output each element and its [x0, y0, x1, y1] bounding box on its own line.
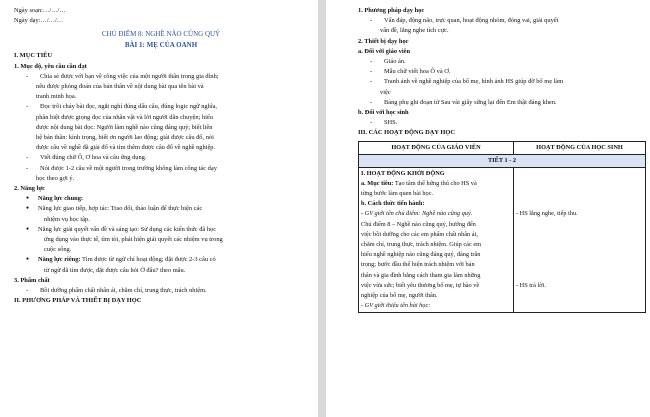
list-item: [358, 57, 644, 67]
list-item: [14, 153, 308, 163]
list-item-continuation: phân biệt được giọng đọc của nhân vật và lời người dẫn chuyện; hiểu: [36, 113, 213, 121]
list-item-continuation: được câu về nghề đã giải đố và tìm thêm được câu đố về nghề nghiệp.: [36, 144, 216, 152]
list-item-text: Nói được 1-2 câu về một người trong trường không làm công tác dạy: [40, 164, 217, 172]
student-step: - HS lắng nghe, tiếp thu.: [516, 210, 578, 218]
list-item: [358, 98, 644, 108]
list-item: [14, 164, 308, 174]
student-step: - HS trả lời.: [516, 281, 546, 289]
objective-list: [14, 72, 308, 184]
activity-title: I. HOẠT ĐỘNG KHỞI ĐỘNG: [361, 169, 445, 177]
teacher-explanation-line: Chủ điểm 8 – Nghề nào cũng quý, hướng đến: [361, 220, 476, 228]
objective-line: a. Mục tiêu: Tạo tâm thế hứng thú cho HS và: [361, 179, 477, 187]
dash-icon: -: [370, 119, 373, 127]
list-item-continuation: nhiệm vụ học tập.: [44, 215, 90, 223]
list-item-continuation: nêu được phỏng đoán của bản thân về nội dung bài qua tên bài và: [36, 83, 204, 91]
list-item: - Bồi dưỡng phẩm chất nhân ái, chăm chỉ, trung thực, trách nhiệm.: [14, 286, 308, 296]
list-item: ● Năng lực riêng: Tìm được từ ngữ chỉ hoạt động; đặt được 2-3 câu có: [14, 255, 308, 265]
list-item: - SHS.: [358, 118, 644, 128]
teacher-explanation-line: chăm chỉ, trung thực, trách nhiệm. Giúp các em: [361, 241, 482, 249]
teacher-explanation-line: việc vừa sức; biết yêu thương bố mẹ, tự hào về: [361, 281, 480, 289]
list-item: [14, 225, 308, 235]
bullet-icon: ●: [26, 206, 30, 212]
dash-icon: -: [26, 164, 29, 172]
list-item-text: Năng lực giải quyết vấn đề và sáng tạo: Sử dụng các kiến thức đã học: [38, 225, 217, 233]
table-row: [359, 167, 646, 313]
list-item-text: Mẫu chữ viết hoa Ô và Ơ.: [384, 68, 451, 76]
dash-icon: -: [370, 78, 373, 86]
list-item-text: Giáo án.: [384, 58, 406, 66]
list-item-continuation: việc: [380, 88, 391, 96]
list-item-text: Bảng phụ ghi đoạn từ Sau vài giây sững lại đến Em thật đáng khen.: [384, 98, 557, 106]
teacher-step: - GV giới thiệu tên bài học:: [361, 302, 431, 310]
teacher-explanation-line: hiểu nghề nghiệp nào cũng đáng quý, đáng trân: [361, 251, 481, 259]
list-item: [14, 102, 308, 112]
list-item-continuation: hệ bản thân: kính trọng, biết ơn người lao động; giải được câu đố, nói: [36, 134, 214, 142]
table-row: [359, 154, 646, 167]
dash-icon: -: [26, 72, 29, 80]
list-item-continuation: từ ngữ đã tìm được, đặt được câu hỏi Ở đâu? theo mẫu.: [44, 266, 186, 274]
dash-icon: -: [370, 58, 373, 66]
list-item-continuation: vấn đề, lắng nghe tích cực.: [380, 27, 449, 35]
dash-icon: -: [370, 68, 373, 76]
subsection-heading: 1. Mục độ, yêu cầu cần đạt: [14, 62, 87, 70]
teacher-explanation-line: việc bồi dưỡng cho các em phẩm chất nhân ái,: [361, 230, 478, 238]
list-item: [14, 72, 308, 82]
document-page-right: [326, 0, 650, 417]
teacher-equipment-list: [358, 57, 644, 108]
subsection-heading: 1. Phương pháp dạy học: [358, 7, 425, 14]
subsection-heading: 2. Năng lực: [14, 185, 45, 193]
method-label: b. Cách thức tiến hành:: [361, 200, 425, 208]
list-item-continuation: học theo gợi ý.: [36, 174, 75, 182]
bullet-icon: ●: [26, 257, 30, 263]
list-item: [358, 77, 644, 87]
dash-icon: -: [370, 17, 373, 25]
dash-icon: -: [26, 103, 29, 111]
list-item: ● Năng lực chung:: [14, 194, 308, 204]
lesson-activity-table: [358, 141, 646, 314]
section-heading: I. MỤC TIÊU: [14, 52, 53, 60]
lesson-title: BÀI 1: MẸ CỦA OANH: [124, 41, 198, 50]
date-prepared: Ngày soạn:…/…/…: [14, 7, 66, 14]
teacher-explanation-line: thân và gia đình bằng cách tham gia làm những: [361, 271, 481, 279]
column-header: HOẠT ĐỘNG CỦA GIÁO VIÊN: [359, 141, 514, 154]
list-item-text: Đọc trôi chảy bài đọc, ngắt nghỉ đúng dấu câu, đúng logic ngữ nghĩa,: [40, 103, 218, 111]
dash-icon: -: [370, 98, 373, 106]
teacher-activity-cell: [359, 167, 514, 313]
subsection-heading: b. Đối với học sinh: [358, 109, 409, 117]
list-item-continuation: cuộc sống.: [44, 246, 72, 254]
column-header: HOẠT ĐỘNG CỦA HỌC SINH: [514, 141, 646, 154]
bullet-icon: ●: [26, 226, 30, 232]
list-item-text: Năng lực giao tiếp, hợp tác: Trao đổi, thảo luận để thực hiện các: [38, 205, 203, 213]
period-label: TIẾT 1 - 2: [359, 154, 646, 167]
teacher-explanation-line: trọng; bước đầu thể hiện trách nhiệm với bản: [361, 261, 475, 269]
competency-list: [14, 204, 308, 255]
topic-title: CHỦ ĐIỂM 8: NGHỀ NÀO CŨNG QUÝ: [101, 30, 221, 39]
list-item: [14, 204, 308, 214]
bullet-icon: ●: [26, 196, 30, 202]
dash-icon: -: [26, 154, 29, 162]
objective-line: từng bước làm quen bài học.: [361, 190, 434, 198]
subsection-heading: a. Đối với giáo viên: [358, 47, 411, 55]
document-page-left: [0, 0, 318, 417]
teacher-explanation-line: nghiệp của bố mẹ, người thân.: [361, 292, 438, 300]
teacher-explanation: [361, 220, 511, 302]
list-item: - Vấn đáp, động não, trực quan, hoạt động nhóm, đóng vai, giải quyết: [358, 16, 644, 26]
teacher-step: - GV giới tên chủ điểm: Nghề nào cũng quý.: [361, 210, 473, 218]
date-taught: Ngày dạy:…/…/…: [14, 17, 64, 25]
list-item-text: Tranh ảnh về nghề nghiệp của bố mẹ, hình ảnh HS giúp đỡ bố mẹ làm: [384, 78, 564, 86]
subsection-heading: 3. Phẩm chất: [14, 276, 50, 284]
student-activity-cell: [514, 167, 646, 313]
list-item-text: Viết đúng chữ Ô, Ơ hoa và câu ứng dụng.: [40, 154, 147, 162]
table-header-row: [359, 141, 646, 154]
section-heading: III. CÁC HOẠT ĐỘNG DẠY HỌC: [358, 129, 455, 137]
section-heading: II. PHƯƠNG PHÁP VÀ THIẾT BỊ DẠY HỌC: [14, 297, 142, 305]
list-item-continuation: tranh minh họa.: [36, 93, 77, 101]
subsection-heading: 2. Thiết bị dạy học: [358, 37, 409, 45]
list-item-continuation: ứng dụng vào thực tế, tìm tòi, phát hiện giải quyết các nhiệm vụ trong: [44, 236, 223, 244]
list-item-text: Chia sẻ được với bạn về công việc của một người thân trong gia đình;: [40, 72, 219, 80]
dash-icon: -: [26, 287, 29, 295]
list-item-continuation: được nội dung bài đọc: Người làm nghề nào cũng đáng quý; biết liên: [36, 123, 213, 131]
list-item: [358, 67, 644, 77]
